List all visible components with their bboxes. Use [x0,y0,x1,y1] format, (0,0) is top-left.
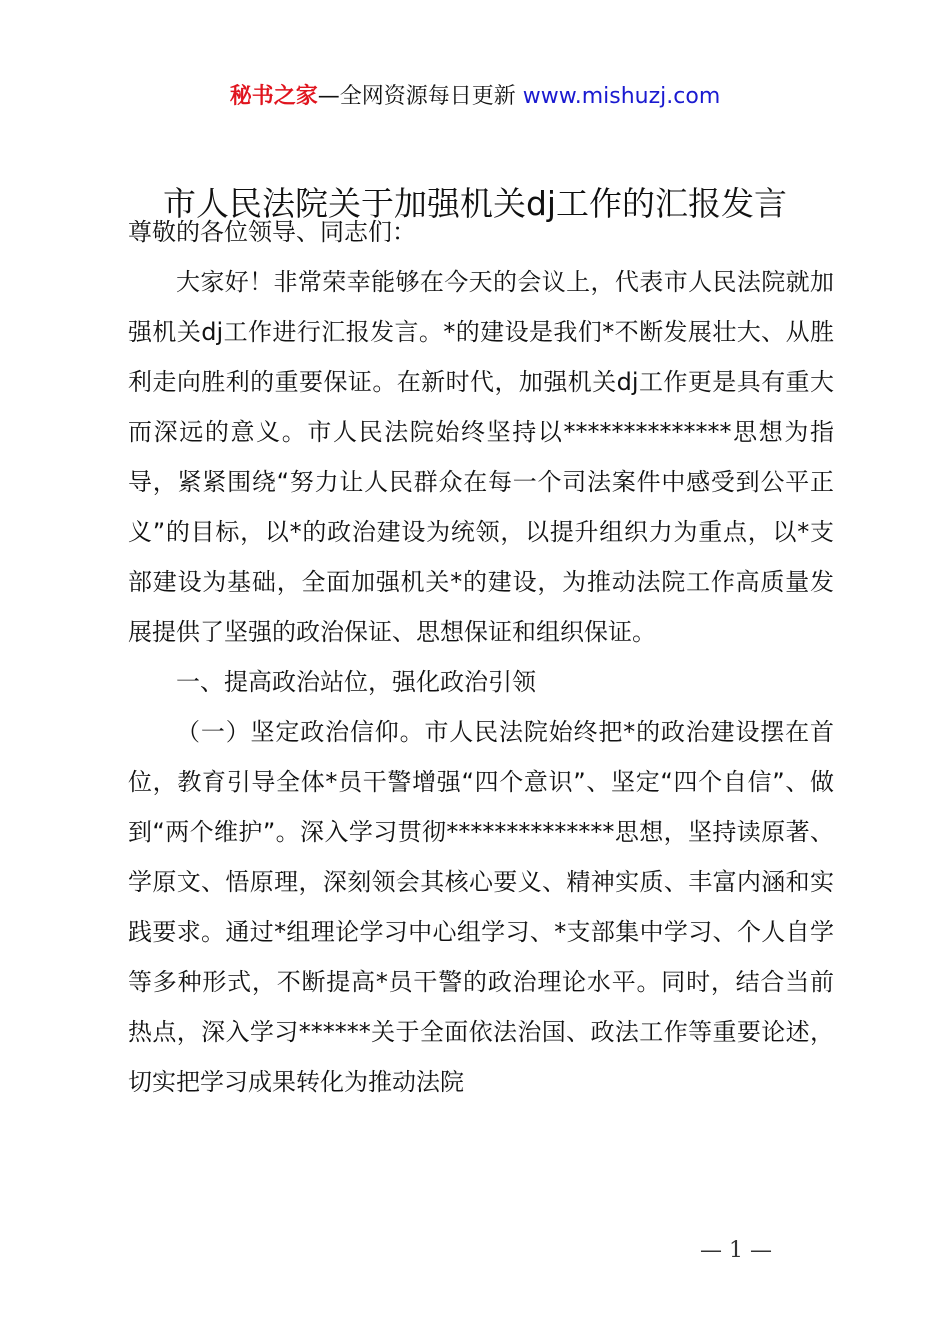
site-url-link[interactable]: www.mishuzj.com [522,84,721,109]
brand-name: 秘书之家 [229,84,318,109]
document-title: 市人民法院关于加强机关dj工作的汇报发言 [162,184,788,223]
page-number: — 1 — [700,1238,772,1263]
site-banner [0,82,950,112]
paragraph-intro: 大家好！非常荣幸能够在今天的会议上，代表市人民法院就加强机关dj工作进行汇报发言。*的建设是我们*不断发展壮大、从胜利走向胜利的重要保证。在新时代，加强机关dj工作更是具有重大而深远的意义。市人民法院始终坚持以**************思想为指导，紧紧围绕“努力让人民群众在每一个司法案件中感受到公平正义”的目标，以*的政治建设为统领，以提升组织力为重点，以*支部建设为基础，全面加强机关*的建设，为推动法院工作高质量发展提供了坚强的政治保证、思想保证和组织保证。 [128,268,834,646]
banner-slogan: —全网资源每日更新 [317,84,516,109]
document-body [128,207,834,1107]
paragraph-body: （一）坚定政治信仰。市人民法院始终把*的政治建设摆在首位，教育引导全体*员干警增强“四个意识”、坚定“四个自信”、做到“两个维护”。深入学习贯彻**************思想，坚持读原著、学原文、悟原理，深刻领会其核心要义、精神实质、丰富内涵和实践要求。通过*组理论学习中心组学习、*支部集中学习、个人自学等多种形式，不断提高*员干警的政治理论水平。同时，结合当前热点，深入学习******关于全面依法治国、政法工作等重要论述，切实把学习成果转化为推动法院 [128,718,834,1096]
section-heading: 一、提高政治站位，强化政治引领 [176,668,536,696]
salutation: 尊敬的各位领导、同志们： [128,218,416,246]
